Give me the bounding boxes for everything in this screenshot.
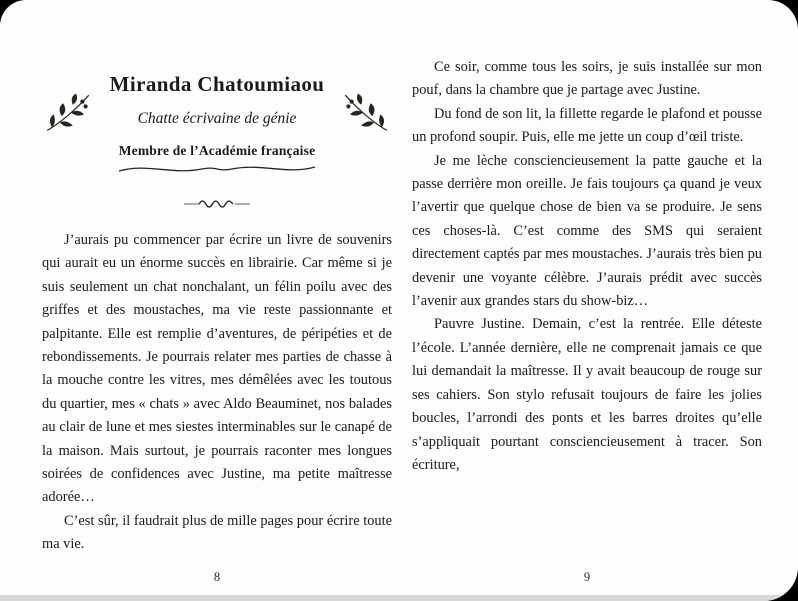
paragraph: Je me lèche consciencieusement la patte gauche et la passe derrière mon oreille. Je fais toujours ça quand je veux l’avertir que quelque chose de bien va se produire. Je sens ces choses-là. C’est comme des SMS qui seraient directement captés par mes moustaches. J’aurais très bien pu devenir une voyante célèbre. J’aurais prédit avec succès l’avenir aux grandes stars du show-biz…: [412, 152, 762, 310]
left-page-text: [42, 229, 392, 557]
chapter-affiliation: Membre de l’Académie française: [118, 143, 316, 158]
flourish-underline-icon: [42, 162, 392, 176]
paragraph: Ce soir, comme tous les soirs, je suis installée sur mon pouf, dans la chambre que je partage avec Justine.: [412, 59, 762, 99]
bottom-edge-strip: [0, 595, 798, 601]
chapter-subtitle: Chatte écrivaine de génie: [137, 110, 297, 127]
chapter-title: Miranda Chatoumiaou: [109, 72, 325, 96]
chapter-header: [42, 72, 392, 176]
paragraph: Du fond de son lit, la fillette regarde le plafond et pousse un profond soupir. Puis, elle me jette un coup d’œil triste.: [412, 105, 762, 146]
paragraph: Pauvre Justine. Demain, c’est la rentrée. Elle déteste l’école. L’année dernière, elle ne comprenait jamais ce que lui demandait la maîtresse. Il y avait beaucoup de rouge sur ses cahiers. Son stylo refusait toujours de faire les jolies boucles, l’arrondi des ponts et les barres droites qu’elle s’appliquait pourtant consciencieusement à tracer. Son écriture,: [412, 316, 762, 473]
paragraph: J’aurais pu commencer par écrire un livre de souvenirs qui aurait eu un énorme succès en librairie. Car même si je suis seulement un chat nonchalant, un félin poilu avec des griffes et des moustaches, ma vie reste passionnante et palpitante. Elle est remplie d’aventures, de péripéties et de rebondissements. Je pourrais relater mes parties de chasse à la mouche contre les vitres, mes démêlées avec les toutous du quartier, mes « chats » avec Aldo Beauminet, nos balades au clair de lune et mes siestes interminables sur le canapé de la maison. Mais surtout, je pourrais raconter mes longues soirées de confidences avec Justine, ma petite maîtresse adorée…: [42, 232, 392, 506]
page-number-right: 9: [583, 570, 591, 584]
section-divider-icon: [42, 196, 392, 212]
paragraph: C’est sûr, il faudrait plus de mille pages pour écrire toute ma vie.: [42, 512, 392, 553]
page-left: [42, 0, 392, 601]
right-page-text: [412, 56, 762, 477]
laurel-branch-right-icon: [342, 90, 390, 134]
laurel-branch-left-icon: [44, 90, 92, 134]
page-right: [412, 0, 762, 601]
page-number-left: 8: [213, 570, 221, 584]
